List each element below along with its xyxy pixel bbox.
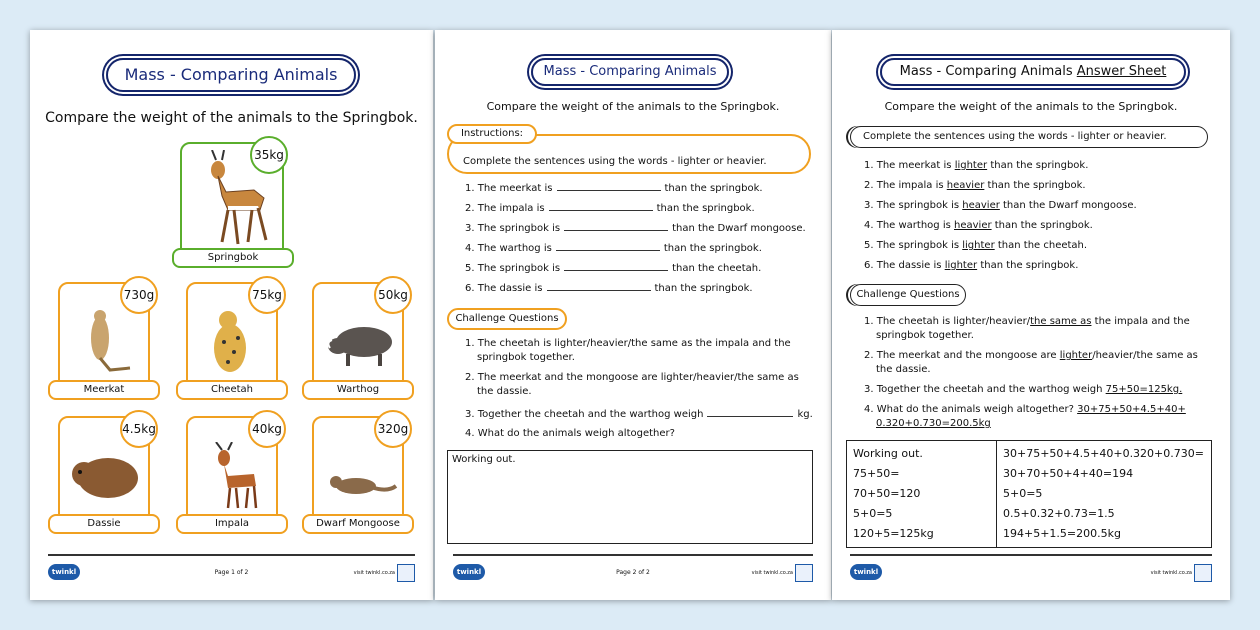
animal-label: Dwarf Mongoose xyxy=(302,514,414,534)
page-title: Mass - Comparing Animals Answer Sheet xyxy=(880,58,1186,86)
challenge-q1-cont: springbok together. xyxy=(477,352,575,363)
working-right-column xyxy=(997,441,1212,548)
working-line: 75+50= xyxy=(853,467,900,480)
page-subtitle: Compare the weight of the animals to the Springbok. xyxy=(486,100,780,113)
working-line: 194+5+1.5=200.5kg xyxy=(1003,527,1121,540)
challenge-q1: 1. The cheetah is lighter/heavier/the same as the impala and the xyxy=(465,338,791,349)
curriculum-stamp-icon xyxy=(795,564,813,582)
working-line: 70+50=120 xyxy=(853,487,921,500)
challenge-q4: 4. What do the animals weigh altogether? xyxy=(465,428,675,439)
answer-item: 1. The meerkat is lighter than the springbok. xyxy=(864,160,1089,171)
animal-card xyxy=(186,416,282,524)
sentence-item[interactable]: 1. The meerkat is than the springbok. xyxy=(465,183,763,194)
sentence-item[interactable]: 3. The springbok is than the Dwarf mongoose. xyxy=(465,223,806,234)
working-line: 5+0=5 xyxy=(1003,487,1043,500)
animal-weight-badge: 40kg xyxy=(248,410,286,448)
working-line: 30+70+50+4+40=194 xyxy=(1003,467,1134,480)
instruction-pill: Complete the sentences using the words - lighter or heavier. xyxy=(850,126,1208,148)
answer-c1-cont: springbok together. xyxy=(876,330,974,341)
twinkl-logo: twinkl xyxy=(850,564,882,580)
animal-card xyxy=(186,282,282,390)
curriculum-stamp-icon xyxy=(1194,564,1212,582)
working-line: Working out. xyxy=(853,447,923,460)
animal-label: Meerkat xyxy=(48,380,160,400)
answer-c4-cont: 0.320+0.730=200.5kg xyxy=(876,418,991,429)
answer-sheet-page xyxy=(832,30,1230,600)
animal-label: Cheetah xyxy=(176,380,288,400)
working-line: 0.5+0.32+0.73=1.5 xyxy=(1003,507,1115,520)
worksheet-page-2 xyxy=(435,30,831,600)
answer-blank[interactable] xyxy=(556,242,660,251)
answer-blank[interactable] xyxy=(549,202,653,211)
dassie-icon xyxy=(70,442,146,510)
working-out-label: Working out. xyxy=(452,454,516,465)
meerkat-icon xyxy=(70,308,146,376)
animal-weight-badge: 4.5kg xyxy=(120,410,158,448)
answer-item: 6. The dassie is lighter than the springbok. xyxy=(864,260,1079,271)
working-out-box[interactable] xyxy=(447,450,813,544)
warthog-icon xyxy=(324,308,400,376)
page-title: Mass - Comparing Animals xyxy=(531,58,729,86)
worksheet-page-1 xyxy=(30,30,433,600)
answer-c2-cont: the dassie. xyxy=(876,364,931,375)
springbok-card xyxy=(180,142,284,264)
animal-weight-badge: 730g xyxy=(120,276,158,314)
challenge-label: Challenge Questions xyxy=(850,284,966,306)
animal-card xyxy=(58,416,156,524)
working-line: 120+5=125kg xyxy=(853,527,934,540)
working-line: 30+75+50+4.5+40+0.320+0.730= xyxy=(1003,447,1204,460)
springbok-label: Springbok xyxy=(172,248,294,268)
answer-c1: 1. The cheetah is lighter/heavier/the same as the impala and the xyxy=(864,316,1190,327)
springbok-weight-badge: 35kg xyxy=(250,136,288,174)
answer-blank[interactable] xyxy=(564,222,668,231)
impala-icon xyxy=(198,442,274,510)
animal-label: Impala xyxy=(176,514,288,534)
sentence-item[interactable]: 2. The impala is than the springbok. xyxy=(465,203,755,214)
sentence-item[interactable]: 5. The springbok is than the cheetah. xyxy=(465,263,762,274)
answer-c4: 4. What do the animals weigh altogether? 30+75+50+4.5+40+ xyxy=(864,404,1186,415)
page-number: Page 2 of 2 xyxy=(616,569,650,576)
animal-weight-badge: 50kg xyxy=(374,276,412,314)
working-line: 5+0=5 xyxy=(853,507,893,520)
footer-divider xyxy=(48,554,415,556)
challenge-label: Challenge Questions xyxy=(447,308,567,330)
answer-c2: 2. The meerkat and the mongoose are lighter/heavier/the same as xyxy=(864,350,1198,361)
cheetah-icon xyxy=(198,308,274,376)
instructions-text: Complete the sentences using the words - lighter or heavier. xyxy=(463,156,767,167)
sentence-item[interactable]: 4. The warthog is than the springbok. xyxy=(465,243,762,254)
answer-blank[interactable] xyxy=(547,282,651,291)
answer-item: 2. The impala is heavier than the springbok. xyxy=(864,180,1086,191)
page-number: Page 1 of 2 xyxy=(214,569,249,576)
answer-blank[interactable] xyxy=(564,262,668,271)
answer-item: 3. The springbok is heavier than the Dwarf mongoose. xyxy=(864,200,1137,211)
site-link[interactable]: visit twinkl.co.za xyxy=(1150,570,1192,576)
answer-c3: 3. Together the cheetah and the warthog weigh 75+50=125kg. xyxy=(864,384,1183,395)
animal-weight-badge: 320g xyxy=(374,410,412,448)
page-title: Mass - Comparing Animals xyxy=(106,58,356,92)
animal-label: Warthog xyxy=(302,380,414,400)
page-subtitle: Compare the weight of the animals to the Springbok. xyxy=(45,110,418,126)
answer-blank[interactable] xyxy=(557,182,661,191)
page-subtitle: Compare the weight of the animals to the Springbok. xyxy=(884,100,1178,113)
footer-divider xyxy=(453,554,813,556)
animal-card xyxy=(312,416,409,524)
twinkl-logo: twinkl xyxy=(48,564,80,580)
footer-divider xyxy=(850,554,1212,556)
answer-item: 5. The springbok is lighter than the cheetah. xyxy=(864,240,1088,251)
challenge-q2: 2. The meerkat and the mongoose are lighter/heavier/the same as xyxy=(465,372,799,383)
challenge-q3[interactable]: 3. Together the cheetah and the warthog weigh kg. xyxy=(465,409,813,420)
working-out-table xyxy=(846,440,1212,548)
twinkl-logo: twinkl xyxy=(453,564,485,580)
site-link[interactable]: visit twinkl.co.za xyxy=(353,570,395,576)
animal-card xyxy=(58,282,155,390)
sentence-item[interactable]: 6. The dassie is than the springbok. xyxy=(465,283,753,294)
answer-item: 4. The warthog is heavier than the springbok. xyxy=(864,220,1093,231)
working-left-column xyxy=(847,441,997,548)
challenge-q2-cont: the dassie. xyxy=(477,386,532,397)
animal-weight-badge: 75kg xyxy=(248,276,286,314)
curriculum-stamp-icon xyxy=(397,564,415,582)
animal-card xyxy=(312,282,408,390)
animal-label: Dassie xyxy=(48,514,160,534)
site-link[interactable]: visit twinkl.co.za xyxy=(751,570,793,576)
instructions-label: Instructions: xyxy=(447,124,537,144)
mongoose-icon xyxy=(324,442,400,510)
